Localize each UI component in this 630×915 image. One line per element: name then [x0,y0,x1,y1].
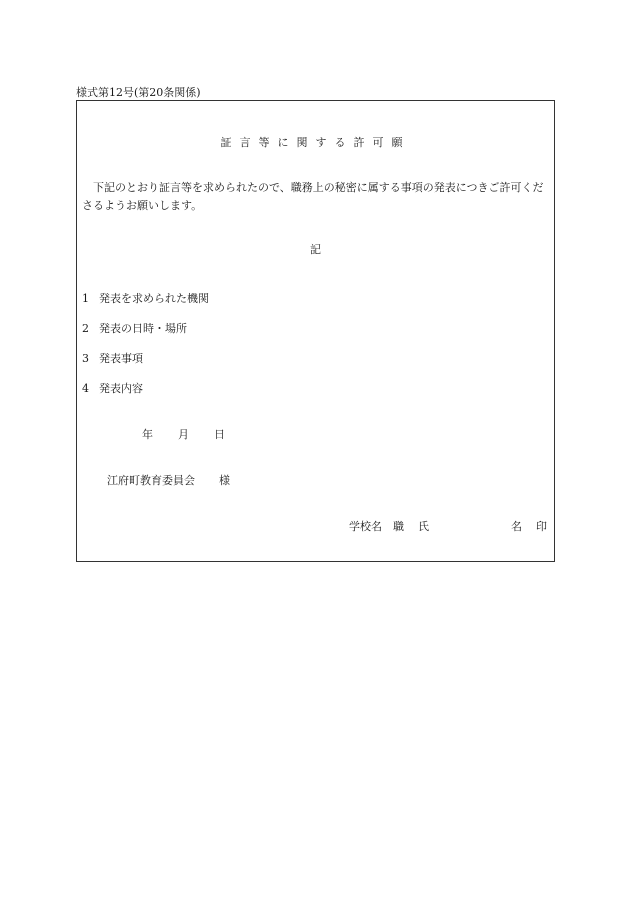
list-item [82,290,209,306]
item-label: 発表の日時・場所 [99,322,187,335]
document-title: 証言等に関する許可願 [220,136,411,149]
school-name-label: 学校名 [349,520,382,533]
date-month: 月 [178,428,189,441]
item-label: 発表内容 [99,382,143,395]
addressee-honorific: 様 [219,474,230,487]
signature-line [349,518,547,534]
name-label-mei: 名 [511,520,522,533]
addressee [107,472,230,488]
list-item [82,350,143,366]
item-number: 2 [82,322,89,335]
item-number: 1 [82,292,89,305]
item-number: 4 [82,382,89,395]
name-label-shi: 氏 [418,520,429,533]
item-label: 発表を求められた機関 [99,292,209,305]
item-number: 3 [82,352,89,365]
form-frame [76,100,555,562]
seal-label: 印 [536,520,547,533]
position-label: 職 [393,520,404,533]
date-year: 年 [142,428,153,441]
item-label: 発表事項 [99,352,143,365]
form-number: 様式第12号(第20条関係) [76,86,201,99]
list-item [82,320,187,336]
ki-heading: 記 [310,243,321,256]
list-item [82,380,143,396]
request-body-text: 下記のとおり証言等を求められたので、職務上の秘密に属する事項の発表につきご許可くださるようお願いします。 [82,181,544,212]
addressee-name: 江府町教育委員会 [107,474,195,487]
date-day: 日 [214,428,225,441]
date-line [142,426,225,442]
